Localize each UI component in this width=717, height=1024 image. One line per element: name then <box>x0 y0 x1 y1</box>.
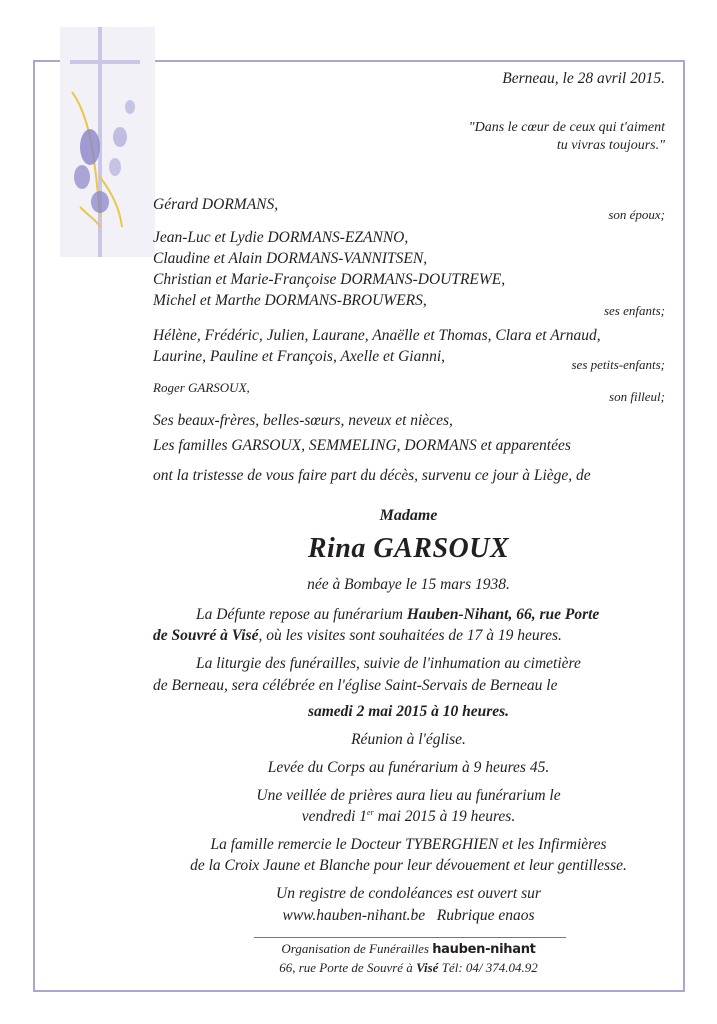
grandchildren-line: Hélène, Frédéric, Julien, Laurane, Anaëlle et Thomas, Clara et Arnaud, <box>153 327 601 344</box>
flower-petal <box>80 129 100 165</box>
levee-info: Levée du Corps au funérarium à 9 heures 45. <box>267 759 550 776</box>
flower-petal <box>113 127 127 147</box>
cross-flower-decoration <box>60 27 155 257</box>
vigil-ordinal: er <box>367 808 374 817</box>
brand-logo-text: hauben-nihant <box>432 942 536 957</box>
relatives-line: Ses beaux-frères, belles-sœurs, neveux et nièces, <box>153 412 453 429</box>
children-role: ses enfants; <box>603 303 665 318</box>
flower-petal <box>91 191 109 213</box>
birth-info: née à Bombaye le 15 mars 1938. <box>307 576 510 593</box>
footer-address <box>152 960 665 976</box>
meeting-info: Réunion à l'église. <box>351 731 466 748</box>
spouse-name: Gérard DORMANS, <box>153 196 279 213</box>
grandchildren-role: ses petits-enfants; <box>571 357 665 372</box>
vigil-line-2 <box>152 808 665 826</box>
register-line-1: Un registre de condoléances est ouvert sur <box>276 885 541 902</box>
organization-label: Organisation de Funérailles <box>281 941 433 956</box>
liturgy-line-1: La liturgie des funérailles, suivie de l'inhumation au cimetière <box>196 655 581 672</box>
thanks-line-1: La famille remercie le Docteur TYBERGHIEN et les Infirmières <box>210 836 607 853</box>
repose-line-2 <box>153 627 562 645</box>
vigil-day: vendredi 1 <box>301 808 368 826</box>
funeral-home-name: Hauben-Nihant, 66, rue Porte <box>406 606 600 623</box>
flower-petal <box>74 165 90 189</box>
flower-bud <box>125 100 135 114</box>
funeral-home-address: de Souvré à Visé <box>153 627 259 644</box>
vigil-time: mai 2015 à 19 heures. <box>373 808 516 826</box>
repose-text: La Défunte repose au funérarium <box>196 606 407 623</box>
vigil-line-1: Une veillée de prières aura lieu au funérarium le <box>256 787 561 804</box>
place-date: Berneau, le 28 avril 2015. <box>502 70 665 87</box>
cross-horizontal <box>70 60 140 64</box>
godson-role: son filleul; <box>609 389 665 404</box>
repose-line-1 <box>196 606 599 624</box>
address-phone: Tél: 04/ 374.04.92 <box>438 960 538 975</box>
register-link[interactable]: www.hauben-nihant.be Rubrique enaos <box>282 907 535 924</box>
address-city: Visé <box>416 960 439 975</box>
visit-hours: , où les visites sont souhaitées de 17 à 19 heures. <box>258 627 562 644</box>
godson-name: Roger GARSOUX, <box>153 380 250 395</box>
child-line: Claudine et Alain DORMANS-VANNITSEN, <box>153 250 428 267</box>
relatives-line: Les familles GARSOUX, SEMMELING, DORMANS et apparentées <box>153 437 571 454</box>
spouse-role: son époux; <box>608 207 665 222</box>
flower-bud <box>109 158 121 176</box>
footer-organization <box>152 941 665 957</box>
deceased-title: Madame <box>379 507 438 524</box>
thanks-line-2: de la Croix Jaune et Blanche pour leur dévouement et leur gentillesse. <box>190 857 627 874</box>
address-street: 66, rue Porte de Souvré à <box>279 960 417 975</box>
quote-line-1: "Dans le cœur de ceux qui t'aiment <box>468 120 665 135</box>
liturgy-line-2: de Berneau, sera célébrée en l'église Saint-Servais de Berneau le <box>153 677 558 694</box>
liturgy-date: samedi 2 mai 2015 à 10 heures. <box>307 703 510 720</box>
footer-divider <box>254 937 566 938</box>
quote-line-2: tu vivras toujours." <box>556 138 665 153</box>
child-line: Jean-Luc et Lydie DORMANS-EZANNO, <box>153 229 409 246</box>
deceased-name: Rina GARSOUX <box>307 533 510 564</box>
grandchildren-line: Laurine, Pauline et François, Axelle et Gianni, <box>153 348 446 365</box>
child-line: Michel et Marthe DORMANS-BROUWERS, <box>153 292 427 309</box>
child-line: Christian et Marie-Françoise DORMANS-DOUTREWE, <box>153 271 506 288</box>
announcement-line: ont la tristesse de vous faire part du décès, survenu ce jour à Liège, de <box>153 467 591 484</box>
